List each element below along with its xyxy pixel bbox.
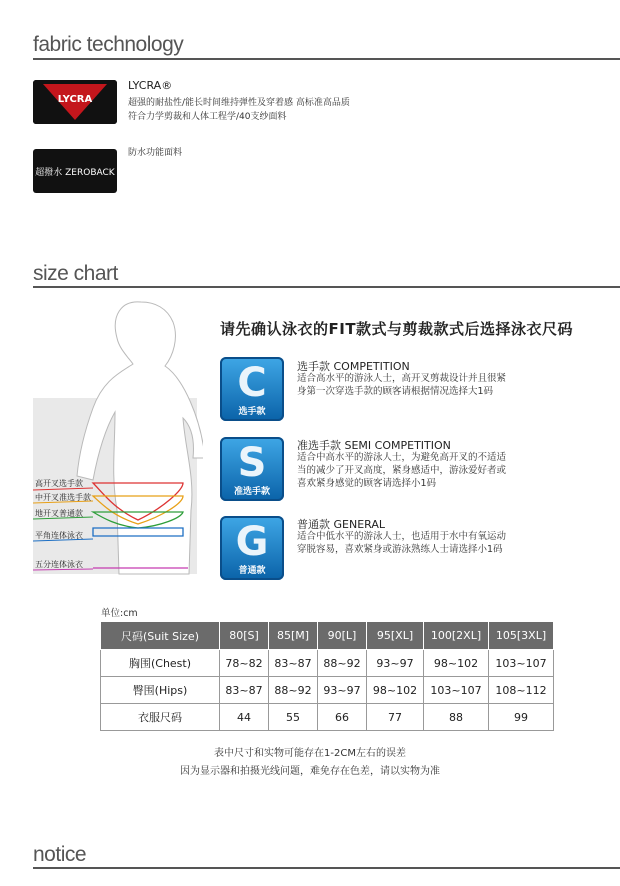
figure-label-low-cut: 地开叉普通款 (35, 509, 83, 518)
competition-title: 选手款 COMPETITION (297, 360, 410, 373)
semi-competition-desc-line1: 适合中高水平的游泳人士，为避免高开叉的不适适 (297, 452, 507, 463)
semi-competition-desc-line2: 当的减少了开叉高度，紧身感适中，游泳爱好者或 (297, 465, 507, 476)
general-desc-line1: 适合中低水平的游泳人士，也适用于水中有氧运动 (297, 531, 507, 542)
competition-badge-label: 选手款 (238, 407, 266, 417)
semi-competition-title: 准选手款 SEMI COMPETITION (297, 439, 451, 452)
size-note-line1: 表中尺寸和实物可能存在1-2CM左右的误差 (214, 748, 406, 759)
general-desc-line2: 穿脱容易，喜欢紧身或游泳熟练人士请选择小1码 (297, 544, 503, 555)
competition-badge (220, 357, 284, 421)
competition-desc-line1: 适合高水平的游泳人士，高开叉剪裁设计并且很紧 (297, 373, 507, 384)
lycra-logo (33, 80, 117, 124)
table-cell: 99 (489, 704, 554, 731)
table-cell: 88~92 (318, 650, 367, 677)
figure-label-boyleg: 平角连体泳衣 (35, 531, 83, 540)
lycra-logo-text: LYCRA (57, 94, 93, 105)
table-cell: 66 (318, 704, 367, 731)
zeroback-desc: 防水功能面料 (128, 148, 183, 158)
table-cell: 胸围(Chest) (101, 650, 220, 677)
table-row (101, 704, 554, 731)
semi-competition-badge (220, 437, 284, 501)
table-header: 105[3XL] (489, 622, 554, 650)
table-header: 95[XL] (367, 622, 424, 650)
notice-title: notice (33, 843, 87, 866)
table-cell: 44 (220, 704, 269, 731)
table-cell: 55 (269, 704, 318, 731)
figure-label-mid-cut: 中开叉准选手款 (35, 493, 91, 502)
table-cell: 78~82 (220, 650, 269, 677)
table-header: 85[M] (269, 622, 318, 650)
table-cell: 臀围(Hips) (101, 677, 220, 704)
table-header: 尺码(Suit Size) (101, 622, 220, 650)
zeroback-logo: 超撥水 ZEROBACK (33, 149, 117, 193)
table-header-row (101, 622, 554, 650)
general-badge-letter: G (235, 519, 269, 565)
table-row (101, 650, 554, 677)
section-divider (33, 286, 620, 288)
figure-label-high-cut: 高开叉选手款 (35, 479, 83, 488)
size-note-line2: 因为显示器和拍摄光线问题，难免存在色差，请以实物为准 (180, 766, 440, 777)
lycra-desc-line1: 超强的耐盐性/能长时间维持弹性及穿着感 高标准高品质 (128, 98, 350, 108)
size-table (100, 621, 554, 731)
table-cell: 103~107 (489, 650, 554, 677)
semi-competition-badge-letter: S (237, 440, 267, 486)
unit-label: 单位:cm (101, 608, 138, 619)
semi-competition-desc-line3: 喜欢紧身感觉的顾客请选择小1码 (297, 478, 437, 489)
table-cell: 88 (424, 704, 489, 731)
section-divider (33, 867, 620, 869)
table-cell: 98~102 (367, 677, 424, 704)
general-title: 普通款 GENERAL (297, 518, 385, 531)
general-badge-label: 普通款 (238, 566, 266, 576)
competition-desc-line2: 身第一次穿选手款的顾客请根据情况选择大1码 (297, 386, 494, 397)
table-cell: 83~87 (269, 650, 318, 677)
table-cell: 83~87 (220, 677, 269, 704)
table-header: 80[S] (220, 622, 269, 650)
lycra-desc-line2: 符合力学剪裁和人体工程学/40支纱面料 (128, 112, 287, 122)
table-row (101, 677, 554, 704)
general-badge (220, 516, 284, 580)
table-cell: 77 (367, 704, 424, 731)
competition-badge-letter: C (237, 360, 267, 406)
table-cell: 93~97 (318, 677, 367, 704)
table-cell: 98~102 (424, 650, 489, 677)
table-cell: 衣服尺码 (101, 704, 220, 731)
table-cell: 93~97 (367, 650, 424, 677)
lycra-title: LYCRA® (128, 79, 173, 92)
size-heading: 请先确认泳衣的FIT款式与剪裁款式后选择泳衣尺码 (220, 320, 574, 338)
table-cell: 88~92 (269, 677, 318, 704)
semi-competition-badge-label: 准选手款 (233, 487, 270, 497)
section-divider (33, 58, 620, 60)
table-header: 100[2XL] (424, 622, 489, 650)
size-chart-title: size chart (33, 262, 118, 285)
table-cell: 108~112 (489, 677, 554, 704)
table-header: 90[L] (318, 622, 367, 650)
figure-label-knee: 五分连体泳衣 (35, 560, 83, 569)
table-cell: 103~107 (424, 677, 489, 704)
fabric-technology-title: fabric technology (33, 33, 184, 56)
